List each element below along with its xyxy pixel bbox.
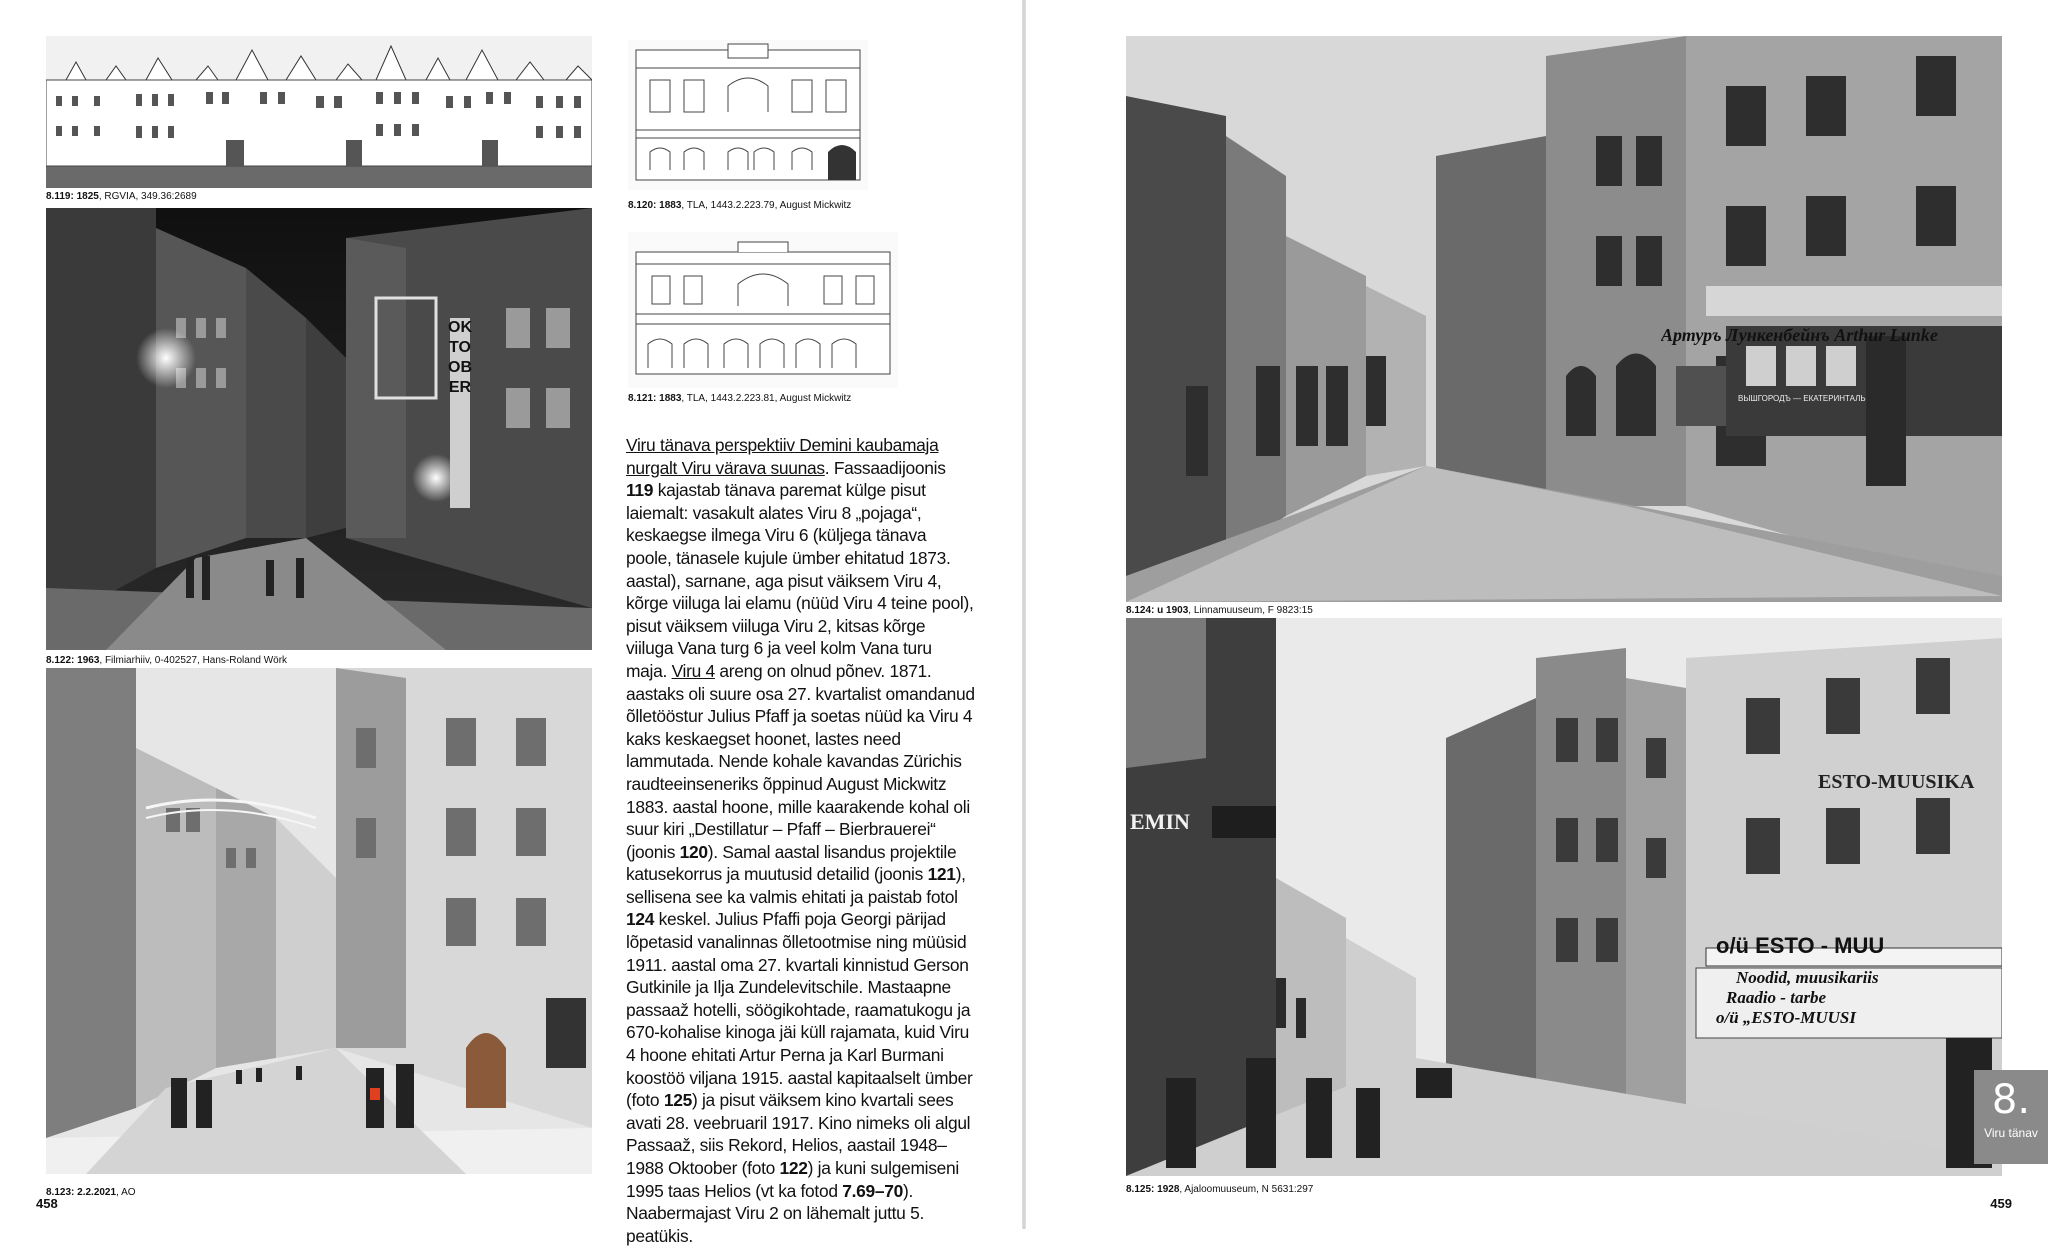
photo-124-tram-sign: ВЫШГОРОДЪ — ЕКАТЕРИНТАЛЬ	[1738, 394, 1866, 403]
text-run: ). Naabermajast Viru 2 on lähemalt juttu 5. peatükis.	[626, 1180, 924, 1246]
viru4-link[interactable]: Viru 4	[671, 660, 715, 681]
facade-drawing-119-art	[46, 36, 592, 188]
caption-119-source: , RGVIA, 349.36:2689	[98, 191, 197, 202]
caption-122-id: 8.122: 1963	[46, 655, 100, 666]
facade-drawing-119	[46, 36, 592, 188]
caption-125	[1126, 1184, 1313, 1196]
awning-line-3: o/ü „ESTO-MUUSI	[1716, 1008, 1856, 1027]
photo-122-art	[46, 208, 592, 650]
photo-125-esto-sign-2: o/ü ESTO - MUU	[1716, 933, 1885, 958]
book-gutter	[1022, 0, 1026, 1229]
caption-120-source: , TLA, 1443.2.223.79, August Mickwitz	[681, 200, 852, 211]
text-run: ) ja pisut väiksem kino kvartali sees avati 28. veebruaril 1917. Kino nimeks oli algul Passaaž, siis Rekord, Helios, aastail 1948–1988 Oktoober (foto	[626, 1090, 971, 1178]
caption-124-source: , Linnamuuseum, F 9823:15	[1188, 605, 1313, 616]
photo-125-esto-sign: ESTO-MUUSIKA	[1818, 771, 1975, 793]
caption-122-source: , Filmiarhiiv, 0-402527, Hans-Roland Wörk	[99, 655, 288, 666]
photo-124-shop-sign: Артуръ Лункенбейнъ Arthur Lunke	[1661, 325, 1938, 345]
photo-125-emin-sign: EMIN	[1130, 809, 1190, 834]
photo-123-winter-street	[46, 668, 592, 1174]
text-run: . Fassaadijoonis	[824, 457, 946, 478]
awning-line-2: Raadio - tarbe	[1726, 988, 1827, 1007]
caption-124	[1126, 605, 1313, 617]
photo-125-art	[1126, 618, 2002, 1176]
text-run: keskel. Julius Pfaffi poja Georgi pärijad lõpetasid vanalinnas õlletootmise ning müüsid 1911. aastal oma 27. kvartali kinnistud Gerson Gutkinile ja Ilja Zundelevitschile. Mastaapne passaaž hotelli, söögikohtade, raamatukogu ja 670-kohalise kinoga jäi küll rajamata, kuid Viru 4 hoone ehitati Artur Perna ja Karl Burmani koostöö viljana 1915. aastal kapitaalselt ümber (foto	[626, 909, 973, 1111]
caption-124-id: 8.124: u 1903	[1126, 605, 1189, 616]
text-run: areng on olnud põnev. 1871. aastaks oli suure osa 27. kvartalist omandanud õlletööstur Julius Pfaff ja soetas nüüd ka Viru 4 kaks keskaegset hoonet, lastes need lammutada. Nende kohale kavandas Zürichis raudteeinseneriks õppinud August Mickwitz 1883. aastal hoone, mille kaarakende kohal oli suur kiri „Destillatur – Pfaff – Bierbrauerei“ (joonis	[626, 660, 975, 862]
caption-123-source: , AO	[116, 1187, 136, 1198]
chapter-number: 8.	[1991, 1077, 2031, 1123]
photo-124-street-1903	[1126, 36, 2002, 602]
text-run: ). Samal aastal lisandus projektile katusekorrus ja muutusid detailid (joonis	[626, 841, 957, 885]
caption-121	[628, 393, 851, 405]
figure-ref-119: 119	[626, 480, 654, 501]
facade-drawing-120	[628, 40, 868, 190]
kino-sign: OKTOOBER	[448, 319, 472, 396]
photo-125-awning	[1706, 968, 2002, 1038]
text-run: ), sellisena see ka valmis ehitati ja paistab fotol	[626, 864, 966, 907]
body-text	[626, 434, 976, 1247]
chapter-label: Viru tänav	[1984, 1126, 2038, 1140]
page-number-right: 459	[1990, 1196, 2012, 1211]
caption-125-id: 8.125: 1928	[1126, 1184, 1180, 1195]
caption-123-id: 8.123: 2.2.2021	[46, 1187, 117, 1198]
figure-ref-769: 7.69–70	[842, 1180, 904, 1201]
text-run: ) ja kuni sulgemiseni 1995 taas Helios (vt ka fotod	[626, 1158, 959, 1201]
photo-122-night-street	[46, 208, 592, 650]
figure-ref-125: 125	[663, 1090, 692, 1111]
chapter-tab	[1974, 1070, 2048, 1164]
facade-drawing-121-art	[628, 232, 898, 388]
caption-119	[46, 191, 197, 203]
caption-125-source: , Ajaloomuuseum, N 5631:297	[1179, 1184, 1314, 1195]
caption-120	[628, 200, 851, 212]
awning-line-1: Noodid, muusikariis	[1736, 968, 1879, 987]
text-run: kajastab tänava paremat külge pisut laiemalt: vasakult alates Viru 8 „pojaga“, keskaegse ilmega Viru 6 (küljega tänava poole, tänasele kujule ümber ehitatud 1873. aastal), sarnane, aga pisut väiksem Viru 4, kõrge viiluga lai elamu (nüüd Viru 4 teine pool), pisut väiksem viiluga Viru 2, kitsas kõrge viiluga Vana turg 6 ja veel kolm Vana turu maja.	[626, 480, 974, 681]
body-paragraph	[626, 434, 976, 1247]
facade-drawing-121	[628, 232, 898, 388]
facade-drawing-120-art	[628, 40, 868, 190]
caption-122	[46, 655, 287, 667]
lead-link[interactable]: Viru tänava perspektiiv Demini kaubamaja nurgalt Viru värava suunas	[626, 435, 939, 478]
caption-119-id: 8.119: 1825	[46, 191, 99, 202]
figure-ref-121: 121	[927, 864, 956, 885]
caption-121-source: , TLA, 1443.2.223.81, August Mickwitz	[681, 393, 852, 404]
figure-ref-124: 124	[626, 909, 655, 930]
page-number-left: 458	[36, 1196, 58, 1211]
photo-125-street-1928	[1126, 618, 2002, 1176]
caption-121-id: 8.121: 1883	[628, 393, 682, 404]
photo-124-art	[1126, 36, 2002, 602]
figure-ref-120: 120	[679, 841, 708, 862]
caption-123	[46, 1187, 136, 1199]
figure-ref-122: 122	[779, 1158, 808, 1178]
photo-123-art	[46, 668, 592, 1174]
caption-120-id: 8.120: 1883	[628, 200, 682, 211]
